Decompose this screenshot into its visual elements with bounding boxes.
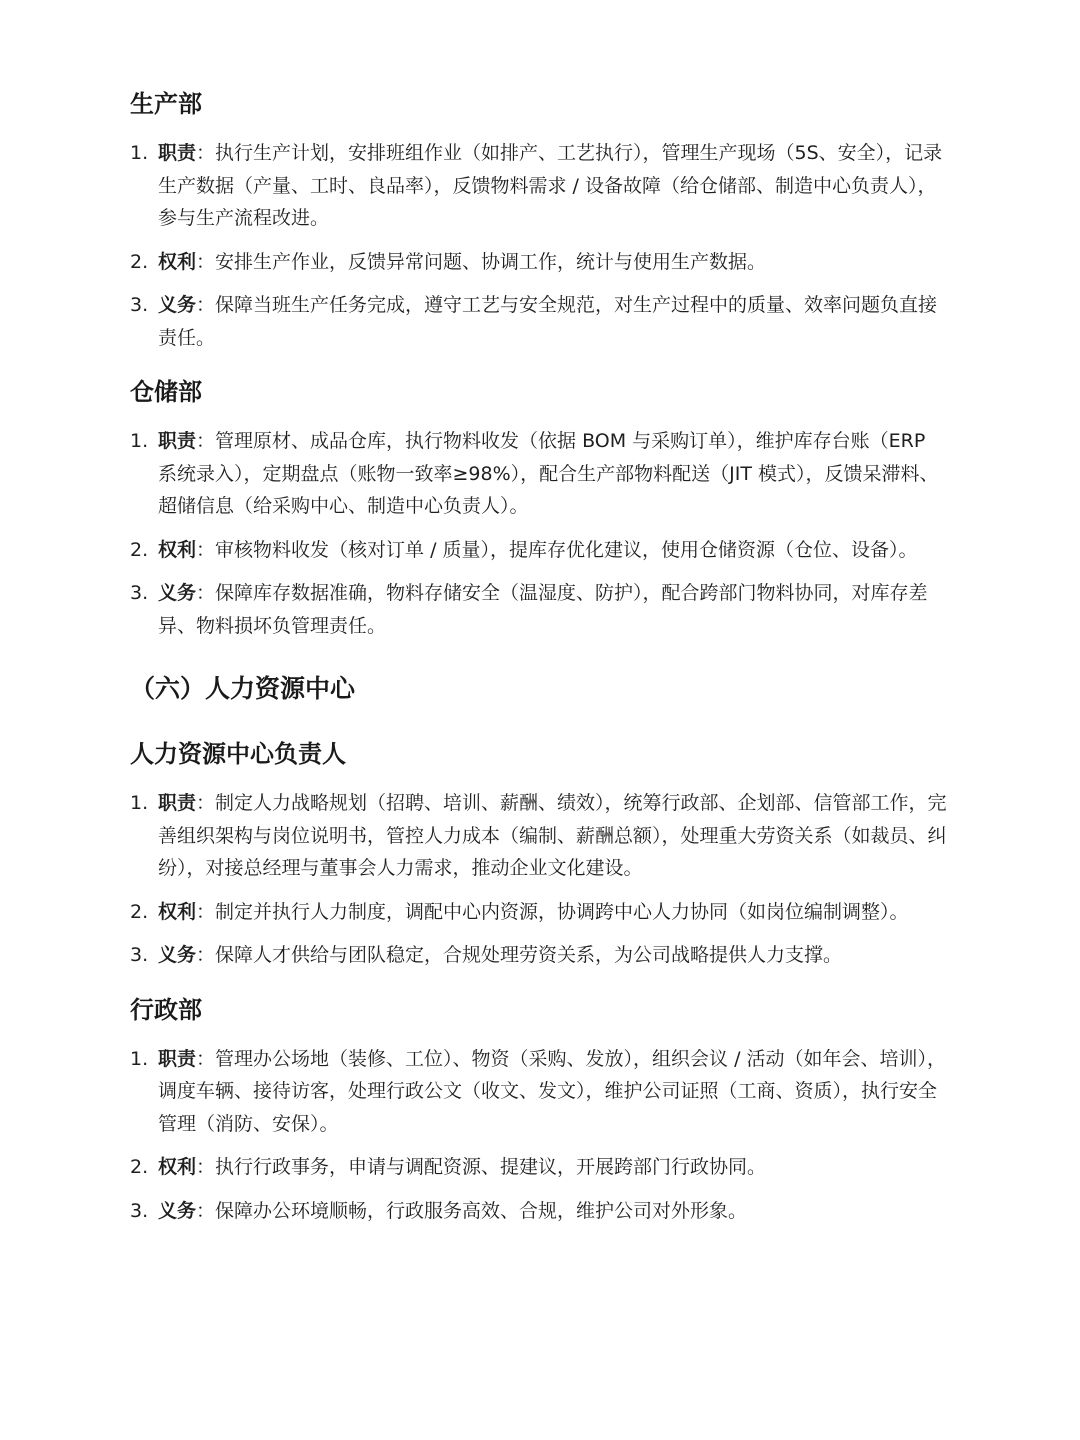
section-title-warehouse: 仓储部: [130, 378, 202, 406]
item-text: 保障库存数据准确，物料存储安全（温湿度、防护），配合跨部门物料协同，对库存差异、物料损坏负管理责任。: [158, 582, 928, 637]
list-item: [130, 577, 950, 642]
item-separator: ：: [196, 944, 216, 966]
section-title-admin: 行政部: [130, 995, 202, 1024]
item-separator: ：: [196, 250, 216, 273]
item-label: 义务: [158, 944, 197, 966]
item-separator: ：: [196, 1156, 216, 1178]
item-separator: ：: [196, 430, 216, 452]
hr-head-list: [130, 787, 950, 972]
item-text: 安排生产作业，反馈异常问题、协调工作，统计与使用生产数据。: [215, 250, 767, 273]
item-number: 2.: [130, 250, 149, 273]
item-separator: ：: [196, 792, 216, 814]
list-item: [130, 246, 950, 279]
section-title-hr-head: 人力资源中心负责人: [130, 740, 346, 768]
item-number: 1.: [130, 792, 149, 814]
list-item: [130, 939, 950, 972]
warehouse-list: [130, 425, 950, 642]
item-text: 制定并执行人力制度，调配中心内资源，协调跨中心人力协同（如岗位编制调整）。: [215, 900, 909, 923]
item-label: 职责: [158, 792, 197, 814]
item-label: 义务: [158, 582, 197, 604]
item-text: 制定人力战略规划（招聘、培训、薪酬、绩效），统筹行政部、企划部、信管部工作，完善组织架构与岗位说明书，管控人力成本（编制、薪酬总额），处理重大劳资关系（如裁员、纠纷），对接总经理与董事会人力需求，推动企业文化建设。: [158, 792, 947, 879]
item-separator: ：: [196, 900, 216, 923]
item-number: 2.: [130, 900, 149, 923]
list-item: [130, 534, 950, 567]
list-item: [130, 896, 950, 929]
item-number: 1.: [130, 142, 149, 164]
item-number: 3.: [130, 1199, 149, 1222]
item-separator: ：: [196, 142, 216, 164]
item-text: 保障当班生产任务完成，遵守工艺与安全规范，对生产过程中的质量、效率问题负直接责任。: [158, 294, 938, 349]
list-item: [130, 1151, 950, 1184]
section-title-production: 生产部: [130, 90, 202, 118]
item-text: 执行行政事务，申请与调配资源、提建议，开展跨部门行政协同。: [215, 1156, 767, 1178]
item-number: 3.: [130, 582, 149, 604]
production-list: [130, 137, 950, 354]
item-label: 职责: [158, 142, 197, 164]
item-number: 3.: [130, 294, 149, 316]
item-label: 权利: [158, 1156, 197, 1178]
item-text: 保障人才供给与团队稳定，合规处理劳资关系，为公司战略提供人力支撑。: [215, 944, 843, 966]
item-label: 职责: [158, 1047, 197, 1070]
list-item: [130, 787, 950, 885]
item-number: 3.: [130, 944, 149, 966]
item-number: 1.: [130, 430, 149, 452]
chapter-title: （六）人力资源中心: [130, 674, 356, 703]
item-separator: ：: [196, 1199, 216, 1222]
item-number: 1.: [130, 1047, 149, 1070]
item-separator: ：: [196, 294, 216, 316]
item-separator: ：: [196, 1047, 216, 1070]
item-text: 管理办公场地（装修、工位）、物资（采购、发放），组织会议 / 活动（如年会、培训），调度车辆、接待访客，处理行政公文（收文、发文），维护公司证照（工商、资质），执行安全管理（消防、安保）。: [158, 1047, 947, 1135]
list-item: [130, 137, 950, 235]
item-number: 2.: [130, 1156, 149, 1178]
item-text: 审核物料收发（核对订单 / 质量），提库存优化建议，使用仓储资源（仓位、设备）。: [215, 538, 918, 561]
list-item: [130, 1043, 950, 1141]
item-label: 权利: [158, 900, 197, 923]
item-label: 权利: [158, 538, 197, 561]
item-text: 管理原材、成品仓库，执行物料收发（依据 BOM 与采购订单），维护库存台账（ERP 系统录入），定期盘点（账物一致率≥98%），配合生产部物料配送（JIT 模式），反馈呆滞料、超储信息（给采购中心、制造中心负责人）。: [158, 430, 939, 517]
list-item: [130, 1195, 950, 1228]
item-separator: ：: [196, 538, 216, 561]
item-number: 2.: [130, 538, 149, 561]
item-text: 保障办公环境顺畅，行政服务高效、合规，维护公司对外形象。: [215, 1199, 748, 1222]
admin-list: [130, 1043, 950, 1228]
document-page: [130, 86, 950, 1227]
item-label: 权利: [158, 250, 197, 273]
item-text: 执行生产计划，安排班组作业（如排产、工艺执行），管理生产现场（5S、安全），记录生产数据（产量、工时、良品率），反馈物料需求 / 设备故障（给仓储部、制造中心负责人），参与生产流程改进。: [158, 142, 943, 229]
item-separator: ：: [196, 582, 216, 604]
list-item: [130, 289, 950, 354]
item-label: 义务: [158, 1199, 197, 1222]
list-item: [130, 425, 950, 523]
item-label: 义务: [158, 294, 197, 316]
item-label: 职责: [158, 430, 197, 452]
